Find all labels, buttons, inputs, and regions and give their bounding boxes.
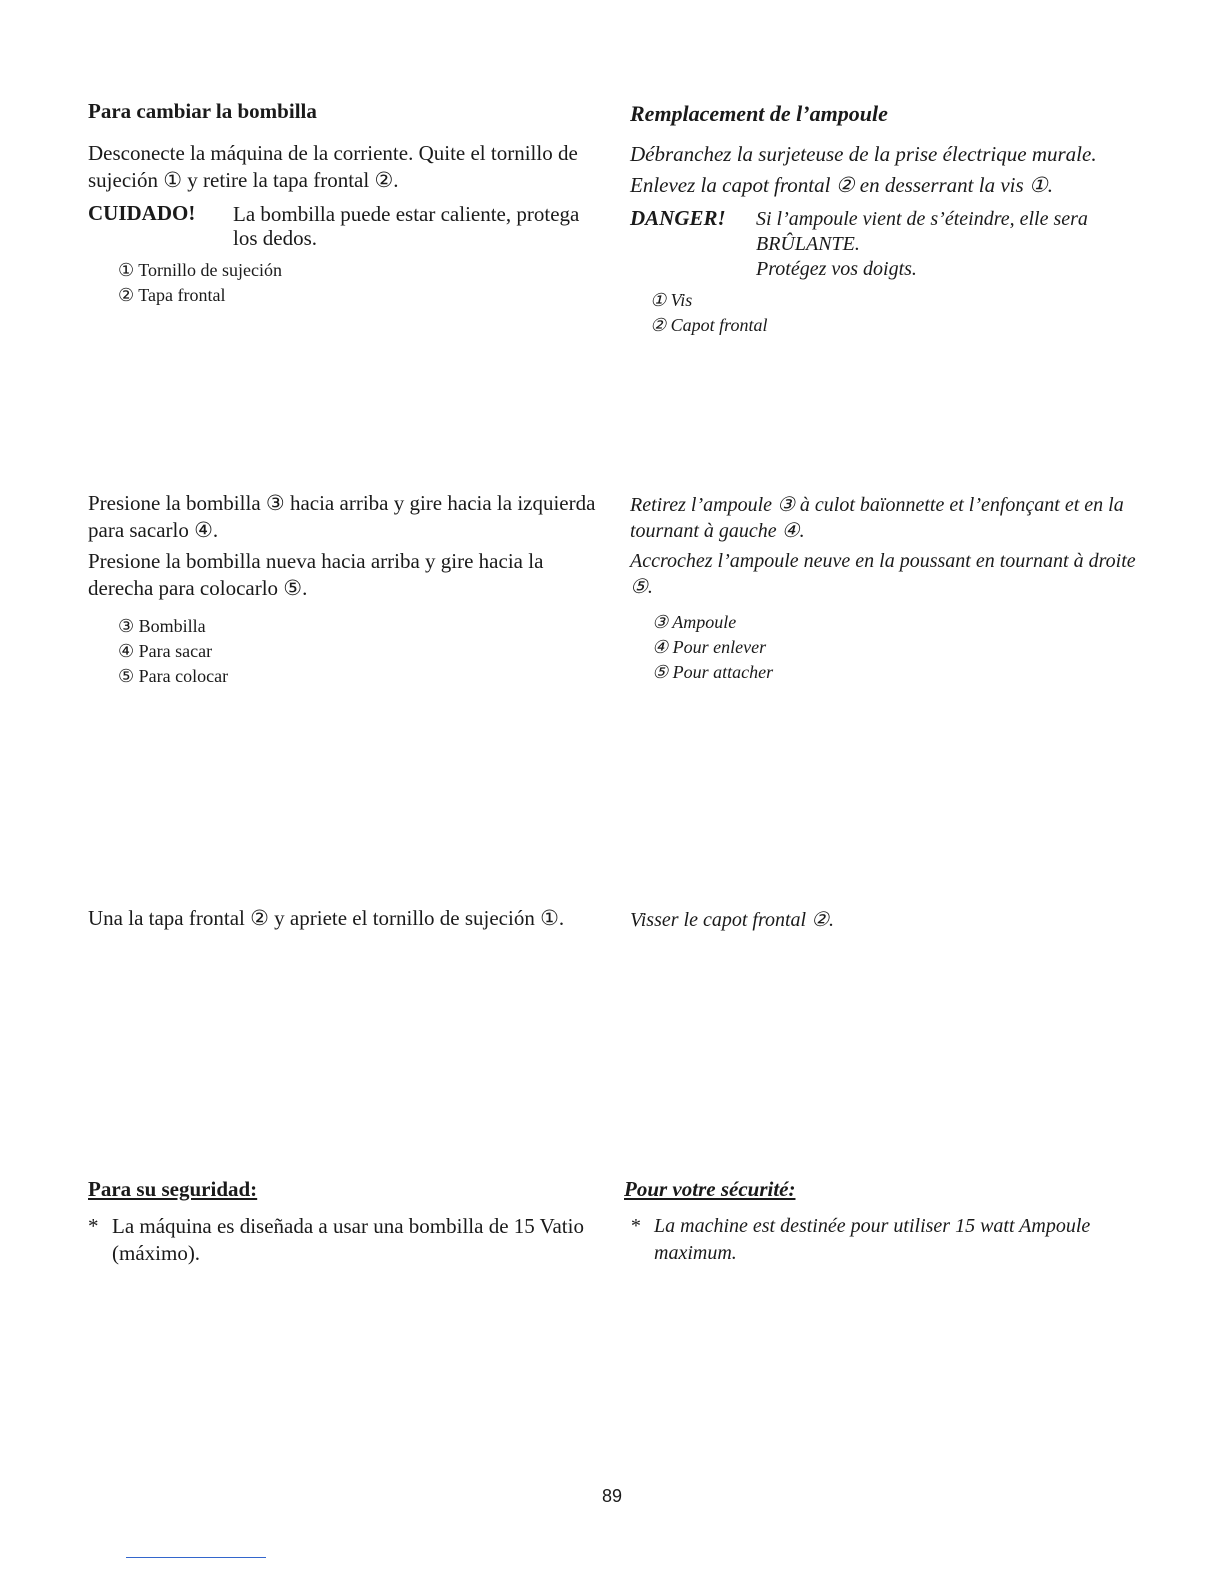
list-item: ⑤ Para colocar	[118, 666, 229, 686]
fr-section-reattach	[630, 907, 1160, 934]
es-parts-list-2	[88, 614, 598, 689]
fr-parts-list-2	[630, 610, 1160, 685]
es-section-change-bulb	[88, 98, 598, 308]
fr-section-safety	[624, 1176, 1154, 1267]
fr-title: Remplacement de l’ampoule	[630, 101, 888, 126]
fr-parts-list-1	[630, 288, 1160, 338]
fr-instruction-5: Visser le capot frontal ②.	[630, 909, 835, 931]
fr-danger	[630, 205, 1160, 282]
es-safety-title: Para su seguridad:	[88, 1177, 258, 1201]
fr-safety-text: La machine est destinée pour utiliser 15 watt Ampoule maximum.	[654, 1215, 1091, 1264]
es-parts-list-1	[88, 258, 598, 308]
es-section-replace-bulb	[88, 490, 598, 689]
es-safety-text: La máquina es diseñada a usar una bombilla de 15 Vatio (máximo).	[112, 1214, 584, 1265]
list-item: ① Vis	[650, 290, 693, 310]
asterisk-icon: *	[630, 1215, 640, 1237]
list-item: ② Capot frontal	[650, 315, 768, 335]
es-title: Para cambiar la bombilla	[88, 99, 317, 123]
fr-section-change-bulb	[630, 100, 1160, 338]
es-caution-text: La bombilla puede estar caliente, protega los dedos.	[233, 202, 580, 250]
fr-danger-text	[756, 205, 1088, 282]
fr-instruction-3: Retirez l’ampoule ③ à culot baïonnette et l’enfonçant et en la tournant à gauche ④.	[630, 494, 1124, 542]
fr-instruction-1: Débranchez la surjeteuse de la prise électrique murale.	[630, 142, 1097, 166]
page-number: 89	[601, 1486, 623, 1506]
list-item: ④ Pour enlever	[652, 637, 767, 657]
es-caution-label: CUIDADO!	[88, 201, 196, 225]
list-item: ④ Para sacar	[118, 641, 213, 661]
es-section-reattach	[88, 905, 598, 932]
es-safety-note	[88, 1213, 598, 1267]
fr-danger-line-1: Si l’ampoule vient de s’éteindre, elle sera	[756, 208, 1088, 230]
fr-danger-label: DANGER!	[630, 206, 726, 230]
fr-danger-line-3: Protégez vos doigts.	[756, 258, 917, 280]
es-instruction-2: Presione la bombilla ③ hacia arriba y gire hacia la izquierda para sacarlo ④.	[88, 491, 596, 542]
fr-instruction-4: Accrochez l’ampoule neuve en la poussant en tournant à droite ⑤.	[630, 550, 1136, 598]
asterisk-icon: *	[88, 1214, 99, 1238]
list-item: ③ Bombilla	[118, 616, 206, 636]
list-item: ② Tapa frontal	[118, 285, 226, 305]
footer-divider	[126, 1557, 266, 1558]
fr-section-replace-bulb	[630, 492, 1160, 685]
es-caution	[88, 200, 598, 250]
es-section-safety	[88, 1176, 598, 1267]
fr-danger-line-2: BRÛLANTE.	[756, 233, 860, 255]
fr-safety-title: Pour votre sécurité:	[624, 1177, 796, 1201]
list-item: ⑤ Pour attacher	[652, 662, 774, 682]
es-instruction-4: Una la tapa frontal ② y apriete el tornillo de sujeción ①.	[88, 906, 565, 930]
fr-safety-note	[624, 1213, 1154, 1267]
es-instruction-1: Desconecte la máquina de la corriente. Quite el tornillo de sujeción ① y retire la tapa frontal ②.	[88, 141, 578, 192]
fr-instruction-2: Enlevez la capot frontal ② en desserrant la vis ①.	[630, 173, 1053, 197]
list-item: ① Tornillo de sujeción	[118, 260, 283, 280]
es-instruction-3: Presione la bombilla nueva hacia arriba y gire hacia la derecha para colocarlo ⑤.	[88, 549, 544, 600]
list-item: ③ Ampoule	[652, 612, 737, 632]
